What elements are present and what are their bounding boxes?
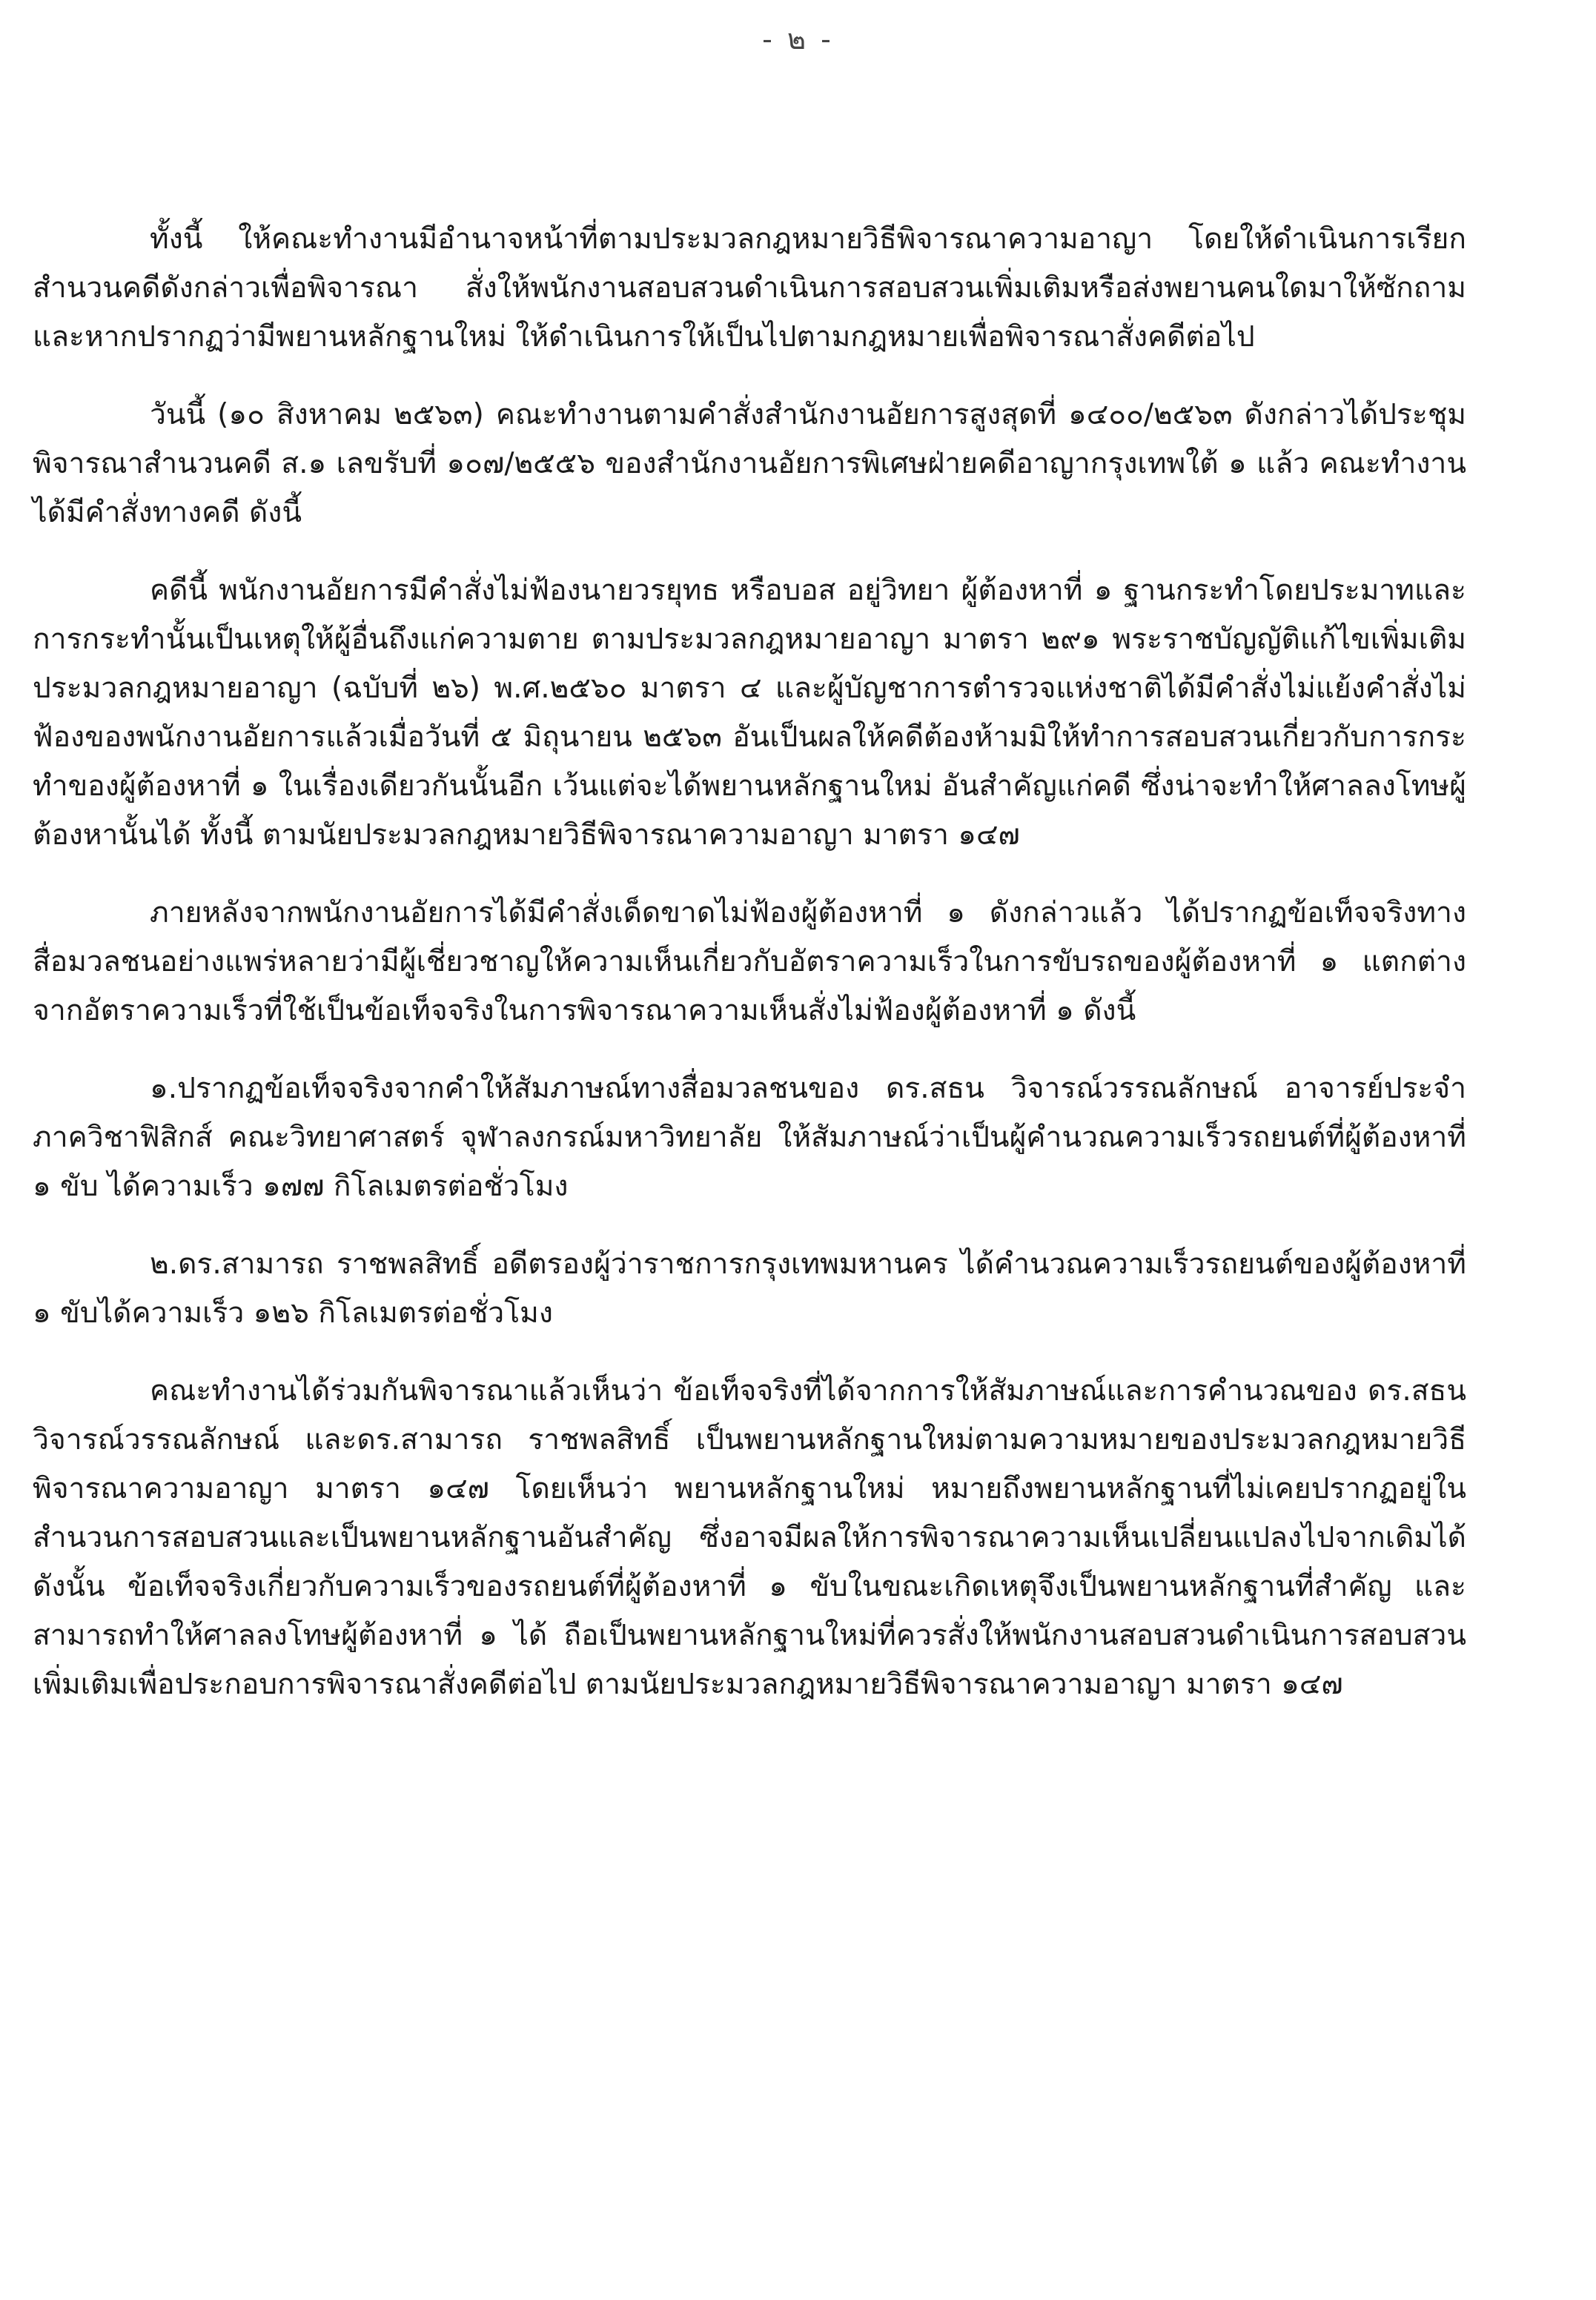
paragraph-committee-conclusion: คณะทำงานได้ร่วมกันพิจารณาแล้วเห็นว่า ข้อเท็จจริงที่ได้จากการให้สัมภาษณ์และการคำนวณของ ดร.สธน วิจารณ์วรรณลักษณ์ และดร.สามารถ ราชพลสิทธิ์ เป็นพยานหลักฐานใหม่ตามความหมายของประมวลกฎหมายวิธีพิจารณาความอาญา มาตรา ๑๔๗ โดยเห็นว่า พยานหลักฐานใหม่ หมายถึงพยานหลักฐานที่ไม่เคยปรากฏอยู่ในสำนวนการสอบสวนและเป็นพยานหลักฐานอันสำคัญ ซึ่งอาจมีผลให้การพิจารณาความเห็นเปลี่ยนแปลงไปจากเดิมได้ ดังนั้น ข้อเท็จจริงเกี่ยวกับความเร็วของรถยนต์ที่ผู้ต้องหาที่ ๑ ขับในขณะเกิดเหตุจึงเป็นพยานหลักฐานที่สำคัญ และสามารถทำให้ศาลลงโทษผู้ต้องหาที่ ๑ ได้ ถือเป็นพยานหลักฐานใหม่ที่ควรสั่งให้พนักงานสอบสวนดำเนินการสอบสวนเพิ่มเติมเพื่อประกอบการพิจารณาสั่งคดีต่อไป ตามนัยประมวลกฎหมายวิธีพิจารณาความอาญา มาตรา ๑๔๗: [33, 1374, 1466, 1701]
paragraph-case-background: คดีนี้ พนักงานอัยการมีคำสั่งไม่ฟ้องนายวรยุทธ หรือบอส อยู่วิทยา ผู้ต้องหาที่ ๑ ฐานกระทำโดยประมาทและการกระทำนั้นเป็นเหตุให้ผู้อื่นถึงแก่ความตาย ตามประมวลกฎหมายอาญา มาตรา ๒๙๑ พระราชบัญญัติแก้ไขเพิ่มเติมประมวลกฎหมายอาญา (ฉบับที่ ๒๖) พ.ศ.๒๕๖๐ มาตรา ๔ และผู้บัญชาการตำรวจแห่งชาติได้มีคำสั่งไม่แย้งคำสั่งไม่ฟ้องของพนักงานอัยการแล้วเมื่อวันที่ ๕ มิถุนายน ๒๕๖๓ อันเป็นผลให้คดีต้องห้ามมิให้ทำการสอบสวนเกี่ยวกับการกระทำของผู้ต้องหาที่ ๑ ในเรื่องเดียวกันนั้นอีก เว้นแต่จะได้พยานหลักฐานใหม่ อันสำคัญแก่คดี ซึ่งน่าจะทำให้ศาลลงโทษผู้ต้องหานั้นได้ ทั้งนี้ ตามนัยประมวลกฎหมายวิธีพิจารณาความอาญา มาตรา ๑๔๗: [33, 574, 1466, 852]
paragraph-fact-item-2: ๒.ดร.สามารถ ราชพลสิทธิ์ อดีตรองผู้ว่าราชการกรุงเทพมหานคร ได้คำนวณความเร็วรถยนต์ของผู้ต้องหาที่ ๑ ขับได้ความเร็ว ๑๒๖ กิโลเมตรต่อชั่วโมง: [33, 1247, 1466, 1330]
document-body: [33, 215, 1466, 1738]
paragraph-new-facts-intro: ภายหลังจากพนักงานอัยการได้มีคำสั่งเด็ดขาดไม่ฟ้องผู้ต้องหาที่ ๑ ดังกล่าวแล้ว ได้ปรากฏข้อเท็จจริงทางสื่อมวลชนอย่างแพร่หลายว่ามีผู้เชี่ยวชาญให้ความเห็นเกี่ยวกับอัตราความเร็วในการขับรถของผู้ต้องหาที่ ๑ แตกต่างจากอัตราความเร็วที่ใช้เป็นข้อเท็จจริงในการพิจารณาความเห็นสั่งไม่ฟ้องผู้ต้องหาที่ ๑ ดังนี้: [33, 896, 1466, 1027]
paragraph-scope-of-authority: ทั้งนี้ ให้คณะทำงานมีอำนาจหน้าที่ตามประมวลกฎหมายวิธีพิจารณาความอาญา โดยให้ดำเนินการเรียกสำนวนคดีดังกล่าวเพื่อพิจารณา สั่งให้พนักงานสอบสวนดำเนินการสอบสวนเพิ่มเติมหรือส่งพยานคนใดมาให้ซักถาม และหากปรากฏว่ามีพยานหลักฐานใหม่ ให้ดำเนินการให้เป็นไปตามกฎหมายเพื่อพิจารณาสั่งคดีต่อไป: [33, 222, 1466, 354]
paragraph-fact-item-1: ๑.ปรากฏข้อเท็จจริงจากคำให้สัมภาษณ์ทางสื่อมวลชนของ ดร.สธน วิจารณ์วรรณลักษณ์ อาจารย์ประจำภาควิชาฟิสิกส์ คณะวิทยาศาสตร์ จุฬาลงกรณ์มหาวิทยาลัย ให้สัมภาษณ์ว่าเป็นผู้คำนวณความเร็วรถยนต์ที่ผู้ต้องหาที่ ๑ ขับ ได้ความเร็ว ๑๗๗ กิโลเมตรต่อชั่วโมง: [33, 1072, 1466, 1203]
page-number: - ๒ -: [762, 23, 834, 56]
paragraph-meeting-date: วันนี้ (๑๐ สิงหาคม ๒๕๖๓) คณะทำงานตามคำสั่งสำนักงานอัยการสูงสุดที่ ๑๔๐๐/๒๕๖๓ ดังกล่าวได้ประชุมพิจารณาสำนวนคดี ส.๑ เลขรับที่ ๑๐๗/๒๕๕๖ ของสำนักงานอัยการพิเศษฝ่ายคดีอาญากรุงเทพใต้ ๑ แล้ว คณะทำงานได้มีคำสั่งทางคดี ดังนี้: [33, 398, 1466, 529]
